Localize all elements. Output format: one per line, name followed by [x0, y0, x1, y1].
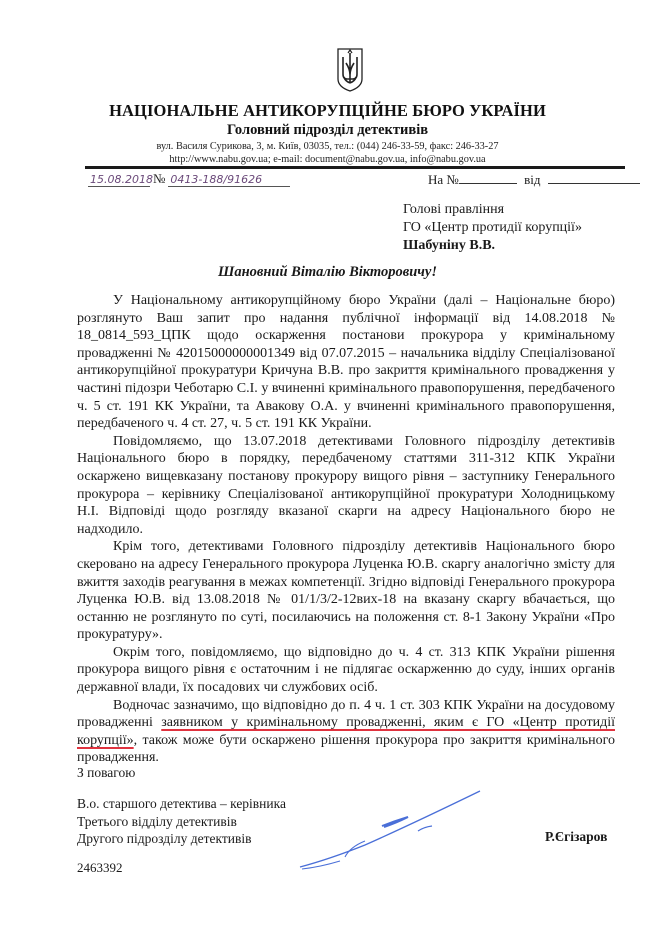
paragraph-5-end: , також може бути оскаржено рішення прокурора про закриття кримінального провадження. — [77, 732, 615, 766]
organization-address: вул. Василя Сурикова, 3, м. Київ, 03035, тел.: (044) 246-33-59, факс: 246-33-27 — [156, 141, 499, 152]
paragraph-2: Повідомляємо, що 13.07.2018 детективами Головного підрозділу детективів Національного бюро в порядку, передбаченому статтями 311-312 КПК України оскаржено вищевказану постанову прокурору вищого рівня – заступнику Генерального прокурора – керівнику Спеціалізованої антикорупційної прокуратури Холодницькому Н.І. Відповіді щодо розгляду вказаної скарги на адресу Національного бюро не надходило. — [77, 433, 615, 537]
registration-number-label: № — [153, 171, 166, 186]
signer-name: Р.Єгізаров — [545, 829, 608, 844]
addressee-block — [403, 201, 582, 255]
ref-number-label: На № — [428, 172, 459, 187]
signer-title-line-3: Другого підрозділу детективів — [77, 831, 252, 847]
registration-date: 15.08.2018 — [90, 173, 153, 186]
greeting: Шановний Віталію Вікторовичу! — [218, 264, 437, 280]
addressee-position: Голові правління — [403, 202, 505, 217]
handwritten-signature — [290, 785, 490, 880]
reference-row — [428, 171, 640, 188]
paragraph-3: Крім того, детективами Головного підрозділу детективів Національного бюро скеровано на адресу Генерального прокурора Луценка Ю.В. скаргу аналогічно змісту для вжиття заходів реагування в межах компетенції. Згідно відповіді Генерального прокурора Луценка Ю.В. від 13.08.2018 № 01/1/3/2-12вих-18 на вказану скаргу вбачається, що останню не розглянуто по суті, посилаючись на положення ст. 8-1 Закону України «Про прокуратуру». — [77, 539, 615, 643]
organization-contacts: http://www.nabu.gov.ua; e-mail: document@nabu.gov.ua, info@nabu.gov.ua — [169, 154, 486, 165]
closing: З повагою — [77, 765, 136, 780]
registration-row — [88, 171, 290, 187]
division-name: Головний підрозділ детективів — [226, 122, 429, 138]
paragraph-5-start: Водночас зазначимо, що відповідно до п. 4 ч. 1 ст. 303 КПК України на досудовому провадженні — [77, 697, 615, 731]
ref-date-blank — [548, 171, 640, 184]
document-id: 2463392 — [77, 860, 123, 875]
letterhead-divider — [85, 166, 625, 169]
highlighted-underline: заявником у кримінальному провадженні, яким є ГО «Центр протидії корупції» — [77, 715, 615, 748]
letter-body — [77, 292, 615, 767]
paragraph-4: Окрім того, повідомляємо, що відповідно до ч. 4 ст. 313 КПК України рішення прокурора вищого рівня є остаточним і не підлягає оскарженню до суду, інших органів державної влади, їх посадових чи службових осіб. — [77, 644, 615, 696]
paragraph-5 — [77, 697, 615, 767]
signer-title — [77, 795, 286, 848]
ref-number-blank — [459, 171, 517, 184]
trident-coat-of-arms-icon — [336, 47, 364, 93]
organization-name: НАЦІОНАЛЬНЕ АНТИКОРУПЦІЙНЕ БЮРО УКРАЇНИ — [109, 101, 546, 120]
addressee-name: Шабуніну В.В. — [403, 238, 496, 253]
addressee-organization: ГО «Центр протидії корупції» — [403, 220, 582, 235]
signer-title-line-1: В.о. старшого детектива – керівника — [77, 796, 286, 811]
signer-title-line-2: Третього відділу детективів — [77, 813, 237, 829]
paragraph-1: У Національному антикорупційному бюро України (далі – Національне бюро) розглянуто Ваш запит про надання публічної інформації від 14.08.2018 № 18_0814_593_ЦПК щодо оскарження постанови прокурора у кримінальному провадженні № 42015000000001349 від 07.07.2015 – начальника відділу Спеціалізованої антикорупційної прокуратури Кричуна В.В. про закриття кримінального провадження у частині підозри Чеботарю С.І. у вчиненні кримінального правопорушення, передбаченого ч. 5 ст. 191 КК України, та Авакову О.А. у вчиненні кримінального правопорушення, передбаченого ч. 4 ст. 27, ч. 5 ст. 191 КК України. — [77, 293, 615, 432]
ref-date-label: від — [524, 172, 541, 187]
registration-number: 0413-188/91626 — [168, 173, 290, 187]
